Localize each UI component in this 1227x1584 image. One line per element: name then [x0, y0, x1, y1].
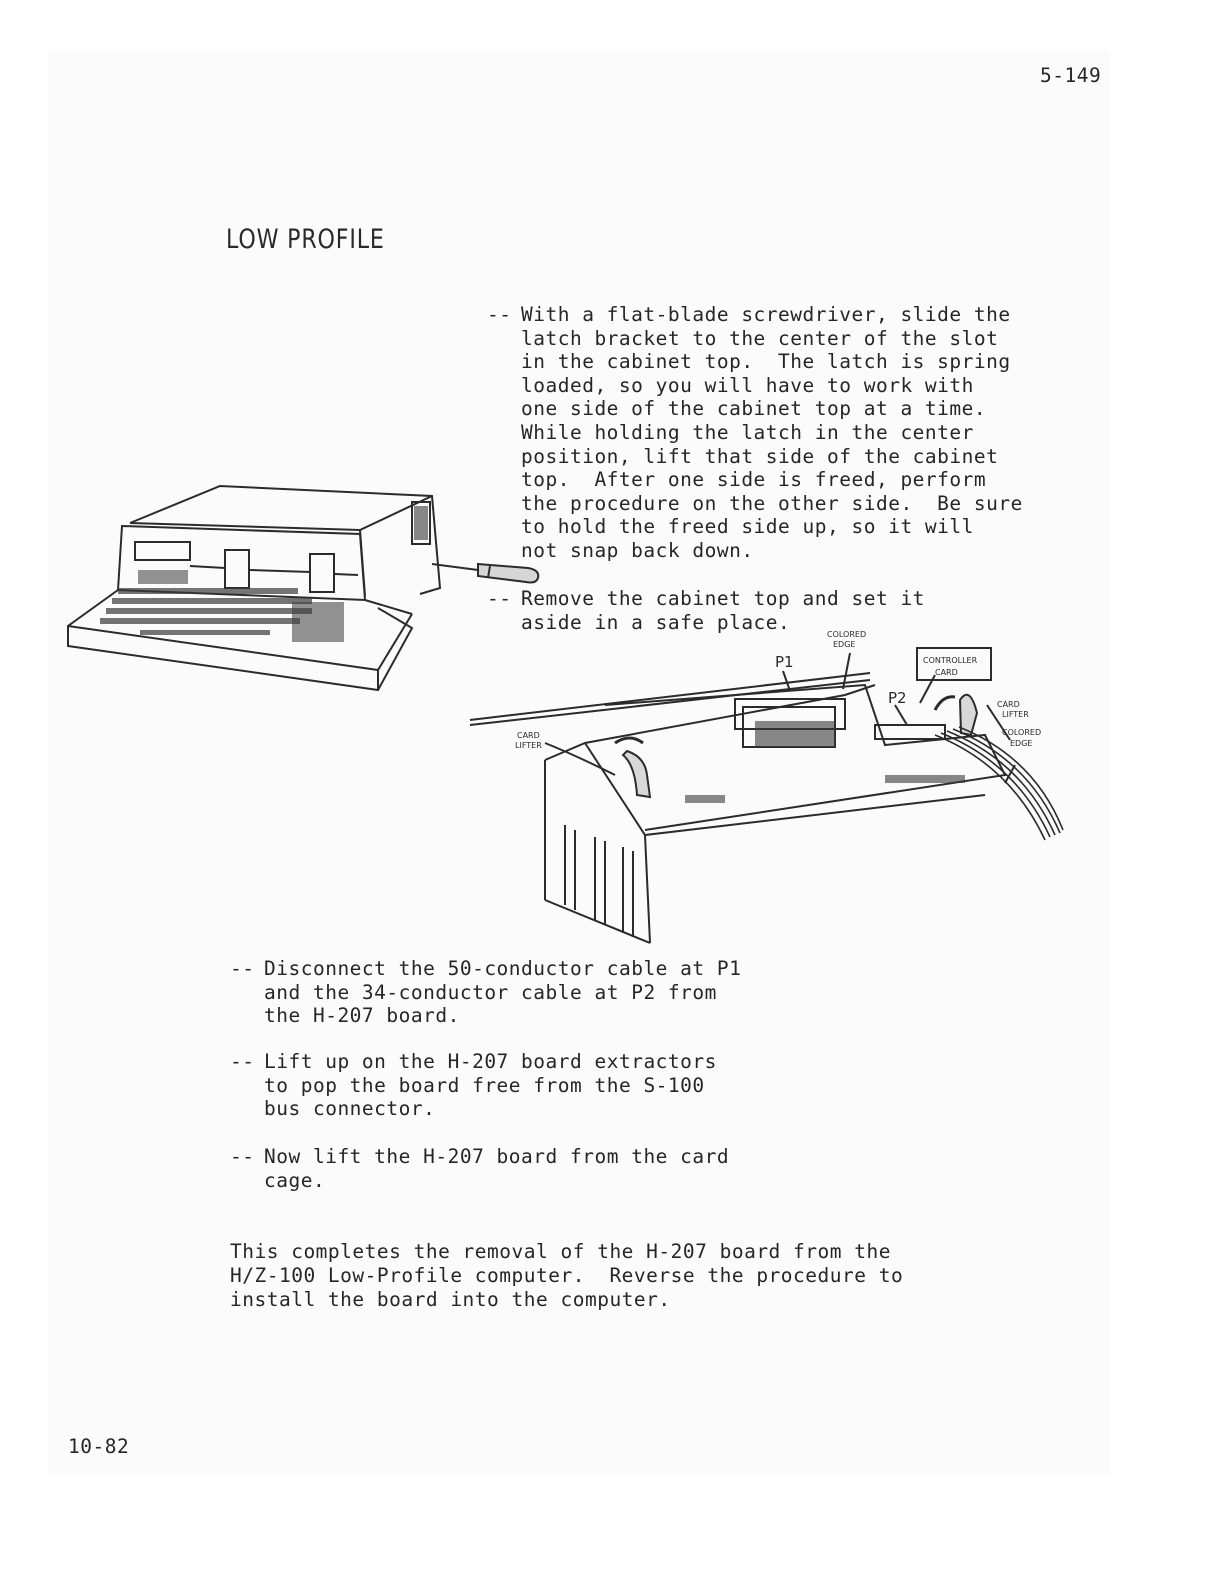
card-cage-illustration	[465, 625, 1065, 950]
colored-edge-right-label: COLORED	[1002, 728, 1042, 737]
p1-label: P1	[775, 653, 794, 671]
controller-card-label: CONTROLLER	[923, 656, 978, 665]
colored-edge-label: EDGE	[833, 640, 856, 649]
card-lifter-left-label: LIFTER	[515, 741, 542, 750]
conclusion-paragraph: This completes the removal of the H-207 board from the H/Z-100 Low-Profile computer. Reverse the procedure to install the board into the computer.	[230, 1240, 904, 1311]
colored-edge-right-label: EDGE	[1010, 739, 1033, 748]
footer-number: 10-82	[68, 1435, 130, 1458]
instruction-step-4	[230, 1050, 790, 1125]
card-lifter-right-label: CARD	[997, 700, 1020, 709]
instruction-step-5	[230, 1145, 790, 1195]
colored-edge-label: COLORED	[827, 630, 867, 639]
instruction-step-3	[230, 957, 790, 1032]
step-text: With a flat-blade screwdriver, slide the latch bracket to the center of the slot in the cabinet top. The latch is spring loaded, so you will have to work with one side of the cabinet top at a time. While holding the latch in the center position, lift that side of the cabinet top. After one side is freed, perform the procedure on the other side. Be sure to hold the freed side up, so it will not snap back down.	[521, 303, 1023, 562]
step-text: Now lift the H-207 board from the card cage.	[264, 1145, 730, 1192]
step-marker: --	[487, 587, 512, 610]
step-text: Lift up on the H-207 board extractors to pop the board free from the S-100 bus connector.	[264, 1050, 717, 1121]
page-number: 5-149	[1040, 64, 1102, 87]
section-heading: LOW PROFILE	[226, 224, 385, 255]
p2-label: P2	[888, 689, 907, 707]
controller-card-label: CARD	[935, 668, 958, 677]
step-marker: --	[487, 303, 512, 326]
instruction-step-1	[487, 303, 1047, 563]
step-marker: --	[230, 1145, 255, 1168]
step-marker: --	[230, 1050, 255, 1073]
step-text: Disconnect the 50-conductor cable at P1 and the 34-conductor cable at P2 from the H-207 board.	[264, 957, 742, 1028]
step-text: Remove the cabinet top and set it aside in a safe place.	[521, 587, 925, 634]
card-lifter-left-label: CARD	[517, 731, 540, 740]
card-lifter-right-label: LIFTER	[1002, 710, 1029, 719]
step-marker: --	[230, 957, 255, 980]
